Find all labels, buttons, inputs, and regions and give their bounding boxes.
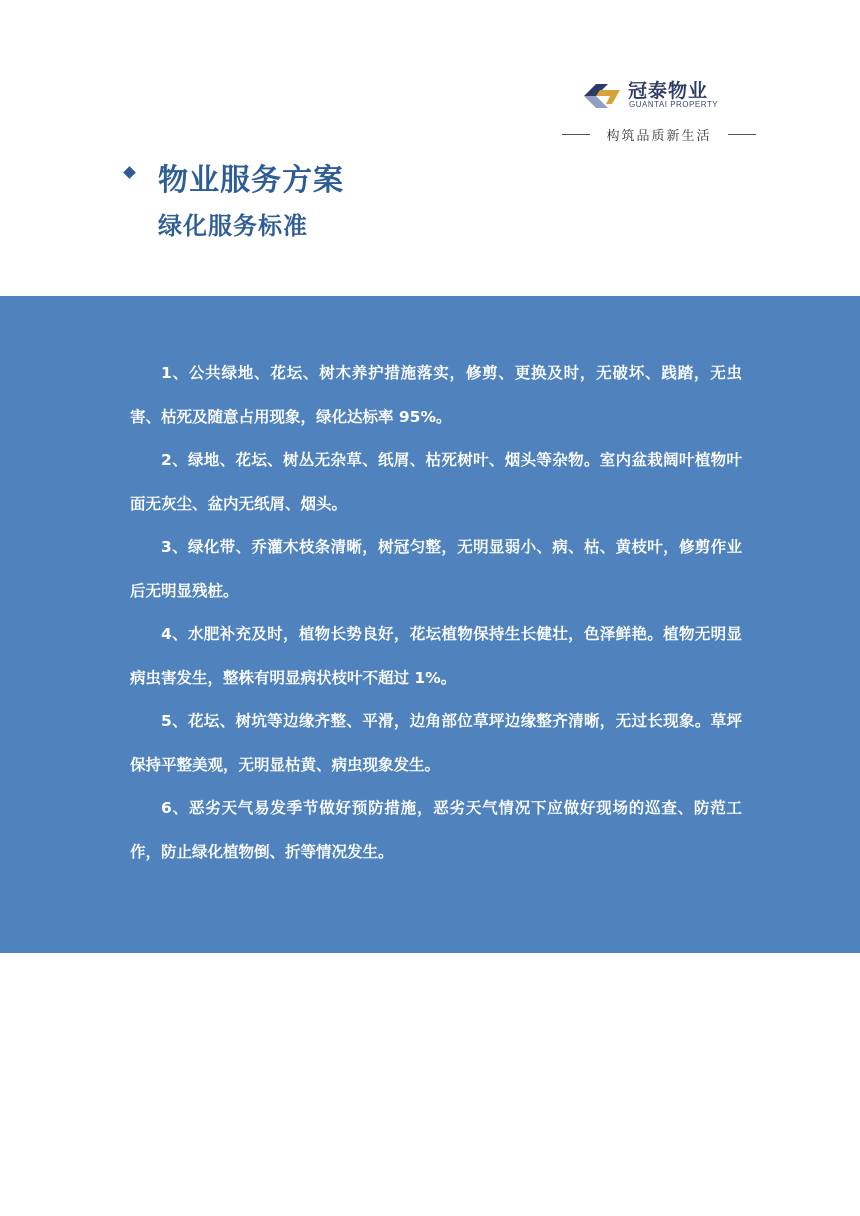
standard-item-1: 1、公共绿地、花坛、树木养护措施落实，修剪、更换及时，无破坏、践踏，无虫害、枯死及随意占用现象，绿化达标率 95%。	[130, 364, 742, 426]
standard-item-5: 5、花坛、树坑等边缘齐整、平滑，边角部位草坪边缘整齐清晰，无过长现象。草坪保持平整美观，无明显枯黄、病虫现象发生。	[130, 712, 742, 774]
slogan-text: 构筑品质新生活	[606, 128, 712, 144]
logo-brand-name: 冠泰物业	[628, 80, 709, 102]
page-subtitle: 绿化服务标准	[158, 212, 308, 240]
logo-mark-icon	[582, 78, 622, 114]
page-title: 物业服务方案	[158, 163, 344, 198]
standard-item-2: 2、绿地、花坛、树丛无杂草、纸屑、枯死树叶、烟头等杂物。室内盆栽阔叶植物叶面无灰尘、盆内无纸屑、烟头。	[130, 451, 742, 513]
standards-list	[130, 352, 742, 874]
diamond-bullet-icon	[123, 166, 136, 179]
standard-item-6: 6、恶劣天气易发季节做好预防措施，恶劣天气情况下应做好现场的巡查、防范工作，防止绿化植物倒、折等情况发生。	[130, 799, 742, 861]
logo-brand-name-en: GUANTAI PROPERTY	[629, 100, 719, 109]
standard-item-4: 4、水肥补充及时，植物长势良好，花坛植物保持生长健壮，色泽鲜艳。植物无明显病虫害发生，整株有明显病状枝叶不超过 1%。	[130, 625, 742, 687]
slogan-left-divider	[562, 134, 590, 135]
company-logo	[582, 76, 742, 116]
slogan-right-divider	[728, 134, 756, 135]
standard-item-3: 3、绿化带、乔灌木枝条清晰，树冠匀整，无明显弱小、病、枯、黄枝叶，修剪作业后无明显残桩。	[130, 538, 742, 600]
slogan-row	[562, 124, 756, 144]
